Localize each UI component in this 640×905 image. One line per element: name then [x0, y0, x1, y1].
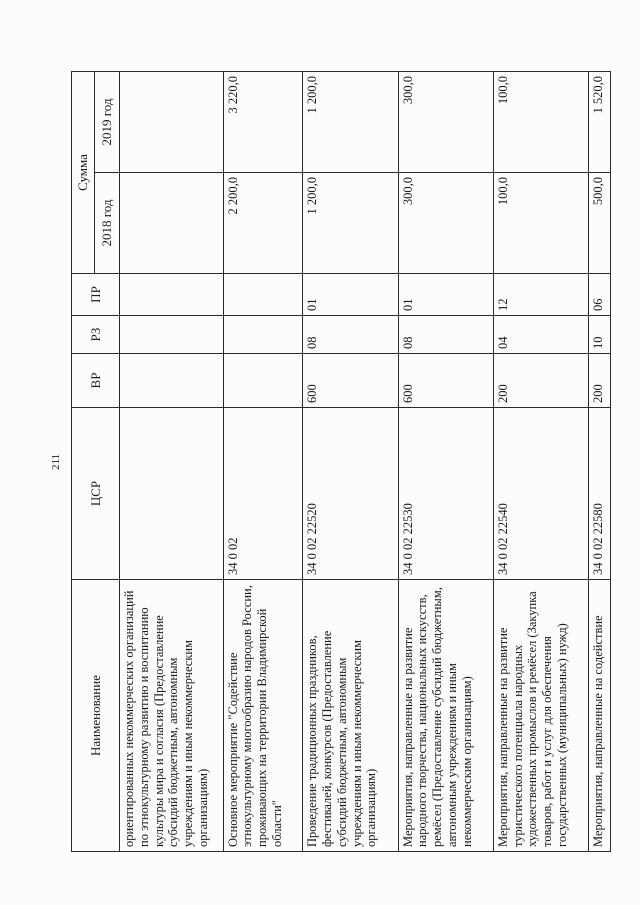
row-pr: 01: [398, 274, 493, 316]
row-csr: 34 0 02 22530: [398, 408, 493, 580]
row-name: Мероприятия, направленные на содействие: [589, 580, 611, 852]
row-sum-2019: [120, 72, 224, 173]
row-pr: [120, 274, 224, 316]
table-row: [303, 72, 398, 852]
row-sum-2019: 300,0: [398, 72, 493, 173]
table-row: [120, 72, 224, 852]
row-sum-2018: 500,0: [589, 173, 611, 274]
row-vr: 600: [303, 354, 398, 408]
row-sum-2019: 100,0: [493, 72, 588, 173]
header-pr: ПР: [72, 274, 120, 316]
row-csr: 34 0 02 22540: [493, 408, 588, 580]
row-csr: [120, 408, 224, 580]
header-year-2018: 2018 год: [95, 173, 120, 274]
page-number: 211: [50, 453, 62, 471]
header-rz: РЗ: [72, 316, 120, 354]
row-pr: 06: [589, 274, 611, 316]
row-name: Проведение традиционных праздников, фестивалей, конкурсов (Предоставление субсидий бюджетным, автономным учреждениям и иным некоммерческим организациям): [303, 580, 398, 852]
header-sum: Сумма: [72, 72, 95, 274]
header-vr: ВР: [72, 354, 120, 408]
row-rz: 10: [589, 316, 611, 354]
row-rz: 08: [303, 316, 398, 354]
table-row: [223, 72, 303, 852]
table-wrapper: [71, 72, 611, 852]
row-sum-2018: 1 200,0: [303, 173, 398, 274]
row-sum-2019: 1 200,0: [303, 72, 398, 173]
table-row: [398, 72, 493, 852]
row-sum-2018: 2 200,0: [223, 173, 303, 274]
row-rz: 08: [398, 316, 493, 354]
row-vr: 200: [589, 354, 611, 408]
header-csr: ЦСР: [72, 408, 120, 580]
row-rz: 04: [493, 316, 588, 354]
row-sum-2018: 300,0: [398, 173, 493, 274]
row-sum-2018: 100,0: [493, 173, 588, 274]
row-sum-2019: 3 220,0: [223, 72, 303, 173]
header-name: Наименование: [72, 580, 120, 852]
row-sum-2019: 1 520,0: [589, 72, 611, 173]
row-vr: [120, 354, 224, 408]
row-csr: 34 0 02 22520: [303, 408, 398, 580]
row-name: Мероприятия, направленные на развитие туристического потенциала народных художественных промыслов и ремёсел (Закупка товаров, работ и услуг для обеспечения государственных (муниципальных) нужд): [493, 580, 588, 852]
row-vr: [223, 354, 303, 408]
row-sum-2018: [120, 173, 224, 274]
row-vr: 600: [398, 354, 493, 408]
row-pr: [223, 274, 303, 316]
header-year-2019: 2019 год: [95, 72, 120, 173]
row-name: ориентированных некоммерческих организаций по этнокультурному развитию и воспитанию культуры мира и согласия (Предоставление субсидий бюджетным, автономным учреждениям и иным некоммерческим организациям): [120, 580, 224, 852]
row-name: Основное мероприятие "Содействие этнокультурному многообразию народов России, проживающих на территории Владимирской области": [223, 580, 303, 852]
row-rz: [223, 316, 303, 354]
budget-table: [71, 71, 611, 852]
row-pr: 12: [493, 274, 588, 316]
rotated-table-area: [71, 72, 611, 852]
table-row: [589, 72, 611, 852]
row-csr: 34 0 02: [223, 408, 303, 580]
row-vr: 200: [493, 354, 588, 408]
row-csr: 34 0 02 22580: [589, 408, 611, 580]
table-row: [493, 72, 588, 852]
row-name: Мероприятия, направленные на развитие народного творчества, национальных искусств, ремёсел (Предоставление субсидий бюджетным, автономным учреждениям и иным некоммерческим организациям): [398, 580, 493, 852]
row-rz: [120, 316, 224, 354]
row-pr: 01: [303, 274, 398, 316]
